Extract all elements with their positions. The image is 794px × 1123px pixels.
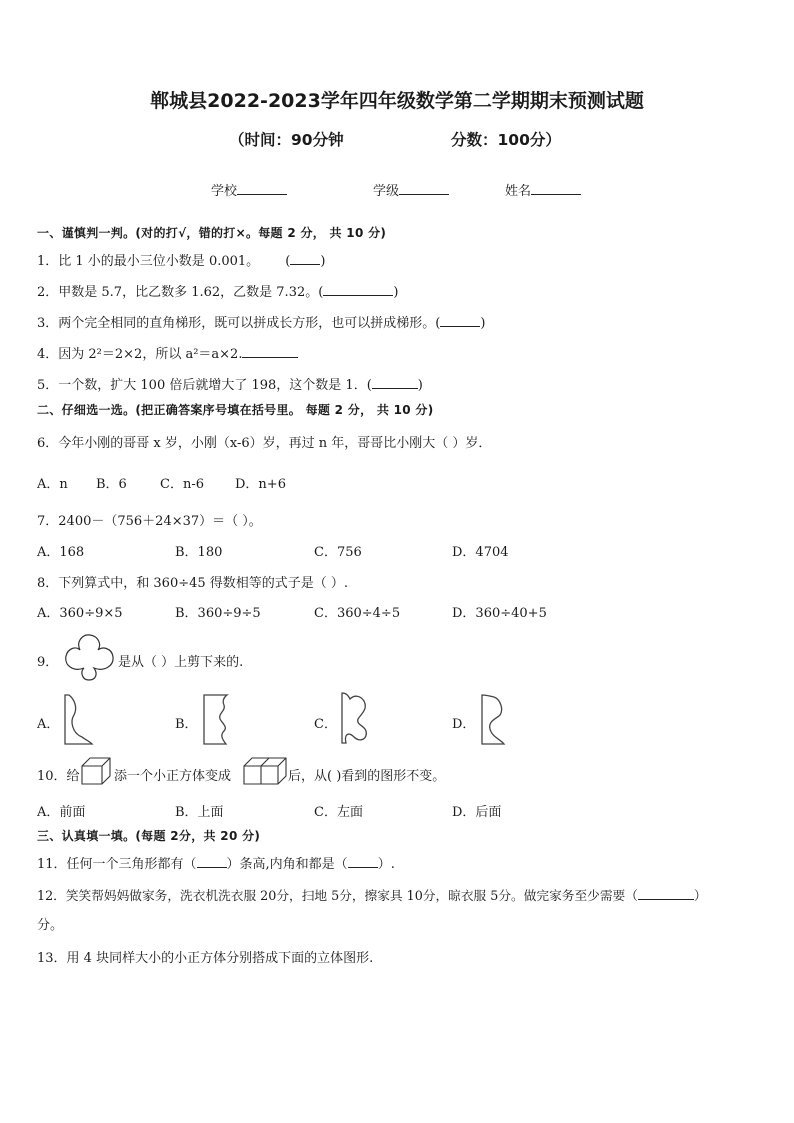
answer-blank-5[interactable] [372, 376, 418, 389]
question-9-number: 9． [37, 655, 59, 670]
section1-heading: 一、谨慎判一判。(对的打√，错的打×。每题 2 分， 共 10 分) [37, 226, 387, 240]
q6-option-d[interactable]: D．n+6 [235, 477, 286, 492]
q6-option-a[interactable]: A．n [37, 477, 68, 492]
name-blank[interactable] [531, 182, 581, 195]
q10-option-c[interactable]: C．左面 [314, 805, 363, 820]
answer-blank-11a[interactable] [197, 855, 227, 868]
name-field [505, 180, 581, 199]
q6-option-b[interactable]: B．6 [96, 477, 127, 492]
q7-option-c[interactable]: C．756 [314, 545, 362, 560]
answer-blank-11b[interactable] [348, 855, 378, 868]
q9-option-a-figure [62, 693, 96, 747]
question-8: 8．下列算式中，和 360÷45 得数相等的式子是（ ）. [37, 576, 349, 591]
question-7: 7．2400－（756＋24×37）＝（ ）。 [37, 514, 262, 529]
answer-blank-3[interactable] [440, 314, 480, 327]
q7-option-a[interactable]: A．168 [37, 545, 85, 560]
section3-heading: 三、认真填一填。(每题 2分，共 20 分) [37, 829, 261, 843]
question-10-mid: 添一个小正方体变成 [114, 769, 232, 784]
q7-option-d[interactable]: D．4704 [452, 545, 509, 560]
school-field [211, 180, 287, 199]
q7-option-b[interactable]: B．180 [175, 545, 223, 560]
question-9-text: 是从（ ）上剪下来的. [118, 655, 244, 670]
question-11: 11．任何一个三角形都有（ ）条高,内角和都是（ ）. [37, 857, 395, 872]
section2-heading: 二、仔细选一选。(把正确答案序号填在括号里。 每题 2 分， 共 10 分) [37, 403, 434, 417]
grade-field [373, 180, 449, 199]
q8-option-d[interactable]: D．360÷40+5 [452, 606, 547, 621]
question-10-number: 10．给 [37, 769, 80, 784]
q10-option-d[interactable]: D．后面 [452, 805, 502, 820]
name-label: 姓名 [505, 184, 532, 199]
q8-option-a[interactable]: A．360÷9×5 [37, 606, 123, 621]
two-cubes-figure [242, 756, 288, 786]
q9-option-d-figure [478, 693, 512, 747]
q8-option-c[interactable]: C．360÷4÷5 [314, 606, 401, 621]
exam-score: 分数：100分） [451, 131, 561, 149]
q9-option-c[interactable]: C． [314, 717, 337, 732]
q9-option-b[interactable]: B． [175, 717, 198, 732]
question-12: 12．笑笑帮妈妈做家务，洗衣机洗衣服 20分，扫地 5分，擦家具 10分，晾衣服 5分。做完家务至少需要（ ） [37, 888, 707, 903]
question-6: 6．今年小刚的哥哥 x 岁，小刚（x-6）岁，再过 n 年，哥哥比小刚大（ ）岁． [37, 436, 492, 451]
question-12-unit: 分。 [37, 918, 64, 933]
question-1: 1．比 1 小的最小三位小数是 0.001。 ( ) [37, 254, 326, 269]
question-2: 2．甲数是 5.7，比乙数多 1.62，乙数是 7.32。( ) [37, 285, 399, 300]
question-4: 4．因为 2²＝2×2，所以 a²＝a×2. [37, 343, 298, 362]
answer-blank-12[interactable] [638, 887, 694, 900]
q10-option-a[interactable]: A．前面 [37, 805, 86, 820]
flower-shape-figure [60, 632, 118, 686]
q9-option-a[interactable]: A． [37, 717, 60, 732]
question-3: 3．两个完全相同的直角梯形，既可以拼成长方形，也可以拼成梯形。( ) [37, 316, 486, 331]
grade-blank[interactable] [399, 182, 449, 195]
answer-blank-1[interactable] [290, 252, 320, 265]
question-5: 5．一个数，扩大 100 倍后就增大了 198，这个数是 1．( ) [37, 378, 423, 393]
q9-option-c-figure [338, 691, 372, 747]
exam-time: （时间：90分钟 [229, 131, 344, 149]
question-10-end: 后，从( )看到的图形不变。 [288, 769, 446, 784]
page-title: 郸城县2022-2023学年四年级数学第二学期期末预测试题 [150, 90, 644, 112]
answer-blank-4[interactable] [242, 345, 298, 358]
question-13: 13．用 4 块同样大小的小正方体分别搭成下面的立体图形. [37, 951, 374, 966]
q9-option-b-figure [200, 693, 234, 747]
grade-label: 学级 [373, 184, 400, 199]
school-blank[interactable] [237, 182, 287, 195]
q8-option-b[interactable]: B．360÷9÷5 [175, 606, 261, 621]
q9-option-d[interactable]: D． [452, 717, 476, 732]
q10-option-b[interactable]: B．上面 [175, 805, 224, 820]
school-label: 学校 [211, 184, 238, 199]
answer-blank-2[interactable] [323, 283, 393, 296]
single-cube-figure [80, 756, 112, 786]
q6-option-c[interactable]: C．n-6 [160, 477, 204, 492]
